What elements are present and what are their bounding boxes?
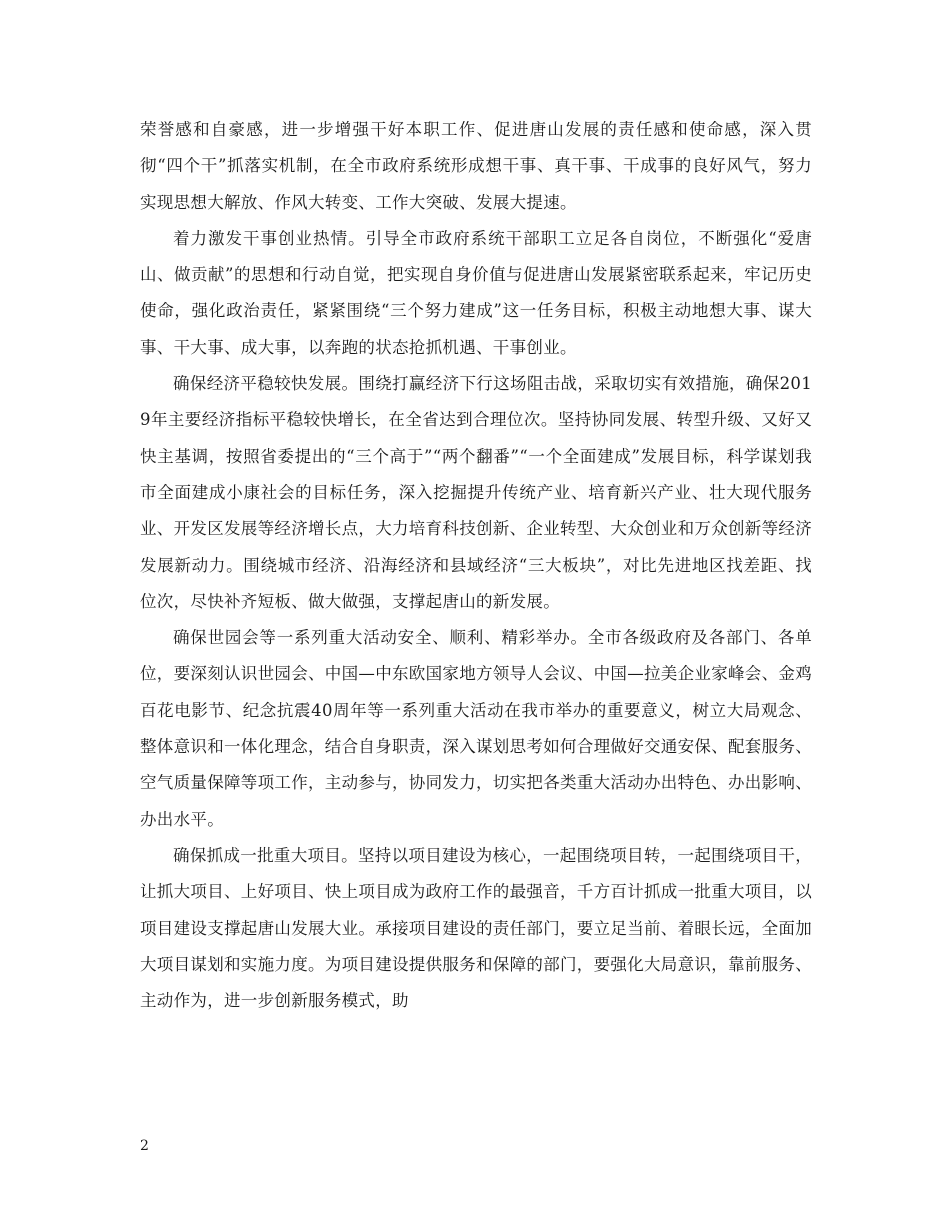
document-body [140,112,812,1019]
page-number: 2 [140,1138,149,1154]
paragraph-3: 确保经济平稳较快发展。围绕打赢经济下行这场阻击战，采取切实有效措施，确保2019年主要经济指标平稳较快增长，在全省达到合理位次。坚持协同发展、转型升级、又好又快主基调，按照省委提出的“三个高于”“两个翻番”“一个全面建成”发展目标，科学谋划我市全面建成小康社会的目标任务，深入挖掘提升传统产业、培育新兴产业、壮大现代服务业、开发区发展等经济增长点，大力培育科技创新、企业转型、大众创业和万众创新等经济发展新动力。围绕城市经济、沿海经济和县域经济“三大板块”，对比先进地区找差距、找位次，尽快补齐短板、做大做强，支撑起唐山的新发展。 [140,374,812,611]
paragraph-2: 着力激发干事创业热情。引导全市政府系统干部职工立足各自岗位，不断强化“爱唐山、做贡献”的思想和行动自觉，把实现自身价值与促进唐山发展紧密联系起来，牢记历史使命，强化政治责任，紧紧围绕“三个努力建成”这一任务目标，积极主动地想大事、谋大事、干大事、成大事，以奔跑的状态抢抓机遇、干事创业。 [140,228,812,357]
paragraph-1: 荣誉感和自豪感，进一步增强干好本职工作、促进唐山发展的责任感和使命感，深入贯彻“四个干”抓落实机制，在全市政府系统形成想干事、真干事、干成事的良好风气，努力实现思想大解放、作风大转变、工作大突破、发展大提速。 [140,120,812,212]
paragraph-5: 确保抓成一批重大项目。坚持以项目建设为核心，一起围绕项目转，一起围绕项目干，让抓大项目、上好项目、快上项目成为政府工作的最强音，千方百计抓成一批重大项目，以项目建设支撑起唐山发展大业。承接项目建设的责任部门，要立足当前、着眼长远，全面加大项目谋划和实施力度。为项目建设提供服务和保障的部门，要强化大局意识，靠前服务、主动作为，进一步创新服务模式，助 [140,845,812,1011]
paragraph-4: 确保世园会等一系列重大活动安全、顺利、精彩举办。全市各级政府及各部门、各单位，要深刻认识世园会、中国—中东欧国家地方领导人会议、中国—拉美企业家峰会、金鸡百花电影节、纪念抗震40周年等一系列重大活动在我市举办的重要意义，树立大局观念、整体意识和一体化理念，结合自身职责，深入谋划思考如何合理做好交通安保、配套服务、空气质量保障等项工作，主动参与，协同发力，切实把各类重大活动办出特色、办出影响、办出水平。 [140,628,812,829]
